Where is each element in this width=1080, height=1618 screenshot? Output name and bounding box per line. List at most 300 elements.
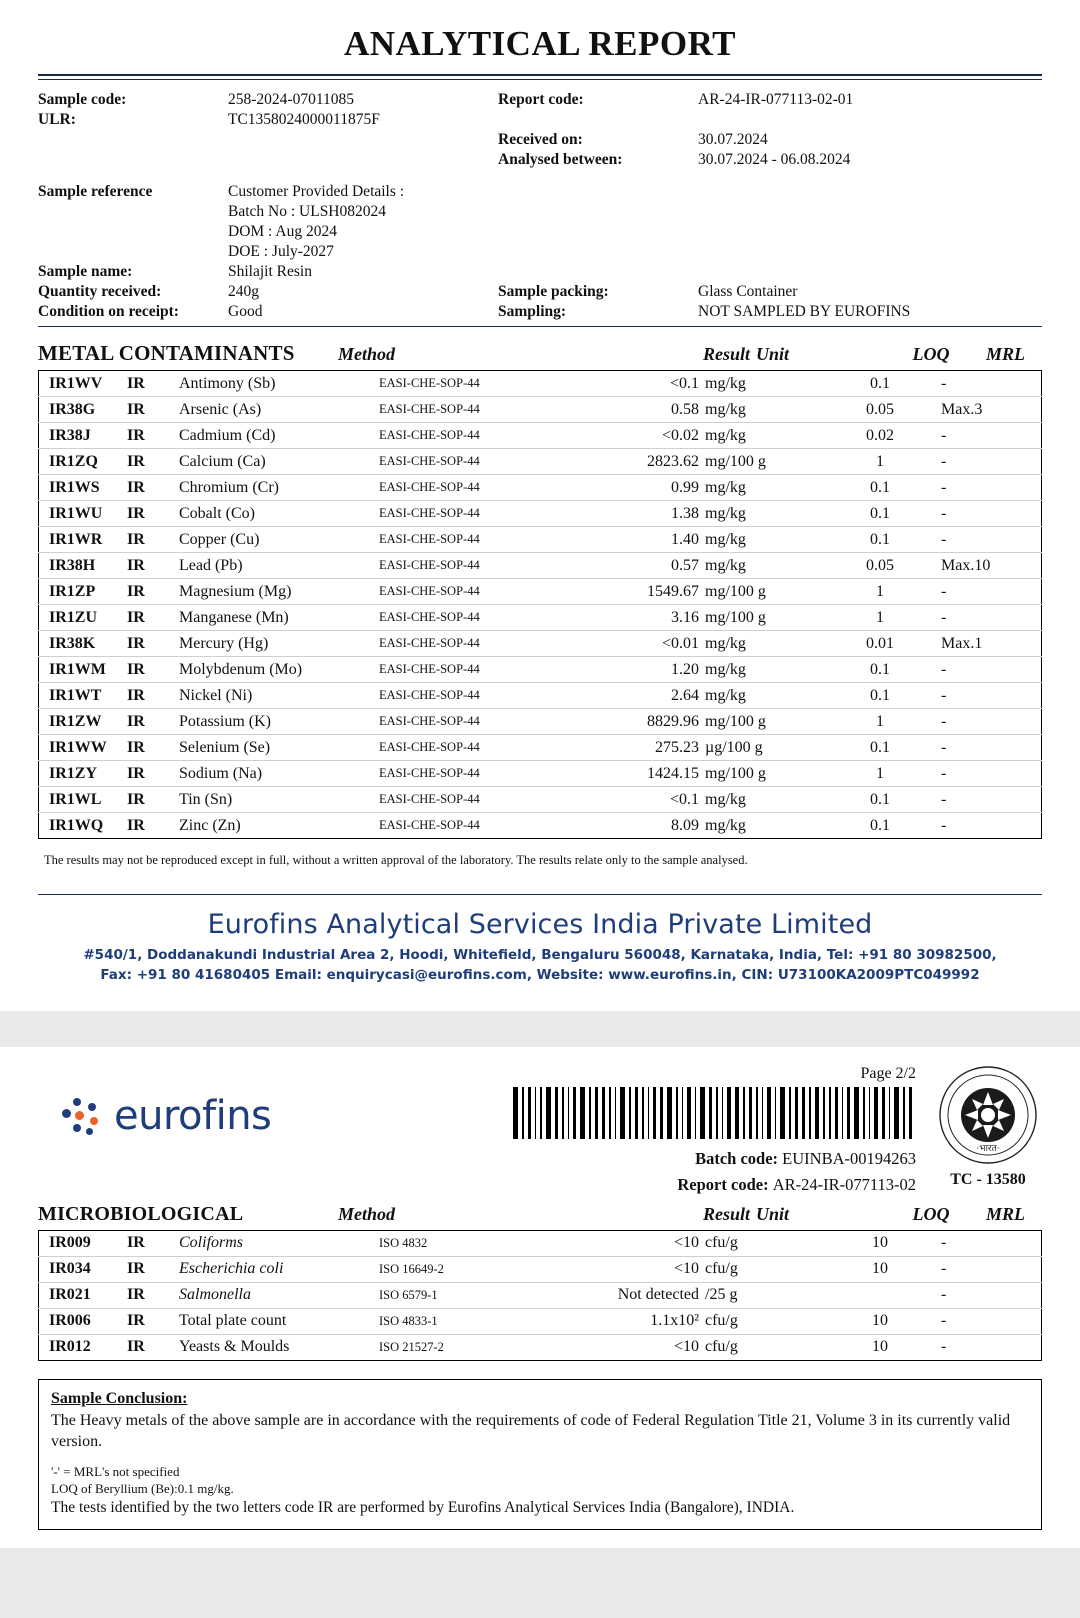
table-row — [39, 371, 1042, 397]
row-unit: mg/kg — [705, 553, 825, 579]
row-code: IR1WW — [39, 735, 128, 761]
row-code: IR1WQ — [49, 816, 104, 834]
sample-reference-line4: DOE : July-2027 — [228, 243, 334, 260]
row-code: IR034 — [39, 1256, 128, 1282]
received-on-value: 30.07.2024 — [698, 131, 768, 148]
metal-col-unit: Unit — [756, 344, 790, 364]
row-ir: IR — [127, 1256, 179, 1282]
row-result: <0.1 — [579, 787, 705, 813]
barcode — [513, 1087, 916, 1139]
row-result: 2.64 — [579, 683, 705, 709]
row-method: ISO 4832 — [379, 1230, 579, 1256]
row-mrl: - — [935, 527, 1042, 553]
row-method: EASI-CHE-SOP-44 — [379, 579, 579, 605]
spacer-cell — [38, 150, 228, 170]
note-mrl: '-' = MRL's not specified — [51, 1463, 180, 1479]
row-code: IR1WM — [39, 657, 128, 683]
row-ir: IR — [127, 735, 179, 761]
table-row — [39, 605, 1042, 631]
spacer-cell — [498, 262, 698, 282]
packing-label: Sample packing: — [498, 283, 609, 300]
row-ir: IR — [127, 1308, 179, 1334]
row-method: EASI-CHE-SOP-44 — [379, 371, 579, 397]
page2-report-code-label: Report code: — [677, 1175, 769, 1195]
row-result: <0.02 — [579, 423, 705, 449]
nabl-logo-icon — [938, 1065, 1038, 1165]
row-method: EASI-CHE-SOP-44 — [379, 709, 579, 735]
table-row — [39, 1334, 1042, 1360]
row-loq: 0.1 — [825, 735, 935, 761]
sample-reference-line3: DOM : Aug 2024 — [228, 223, 337, 240]
row-mrl: - — [935, 1308, 1042, 1334]
spacer-cell — [498, 222, 698, 242]
row-result: 275.23 — [579, 735, 705, 761]
spacer-cell — [498, 202, 698, 222]
row-analyte: Coliforms — [179, 1230, 379, 1256]
row-result: <10 — [673, 1338, 699, 1356]
row-code: IR021 — [39, 1282, 128, 1308]
ulr-label: ULR: — [38, 111, 76, 128]
row-mrl: Max.3 — [935, 397, 1042, 423]
row-mrl: - — [935, 449, 1042, 475]
sample-reference-label: Sample reference — [38, 183, 153, 200]
metal-section-header — [38, 341, 1042, 366]
micro-col-method: Method — [338, 1203, 396, 1224]
table-row — [39, 813, 1042, 839]
row-ir: IR — [127, 709, 179, 735]
row-loq: 0.1 — [825, 787, 935, 813]
row-code: IR012 — [49, 1338, 91, 1356]
metal-col-method: Method — [338, 344, 396, 364]
row-result: 1424.15 — [579, 761, 705, 787]
row-loq: 0.1 — [825, 657, 935, 683]
row-mrl: - — [935, 475, 1042, 501]
micro-col-unit: Unit — [756, 1203, 790, 1224]
eurofins-wordmark: eurofins — [114, 1093, 272, 1140]
row-result: 1549.67 — [579, 579, 705, 605]
page2-report-code-value: AR-24-IR-077113-02 — [772, 1175, 916, 1195]
row-ir: IR — [127, 605, 179, 631]
row-code: IR1ZY — [39, 761, 128, 787]
row-method: EASI-CHE-SOP-44 — [379, 657, 579, 683]
eurofins-logo — [62, 1093, 271, 1139]
row-loq: 0.1 — [825, 527, 935, 553]
row-code: IR38J — [39, 423, 128, 449]
row-analyte: Molybdenum (Mo) — [179, 657, 379, 683]
table-row — [39, 787, 1042, 813]
row-method: EASI-CHE-SOP-44 — [379, 683, 579, 709]
row-unit: cfu/g — [705, 1338, 738, 1356]
row-code: IR1ZP — [39, 579, 128, 605]
micro-col-loq: LOQ — [912, 1203, 950, 1224]
row-mrl: - — [935, 683, 1042, 709]
received-on-label: Received on: — [498, 131, 583, 148]
micro-col-mrl: MRL — [986, 1203, 1026, 1224]
row-loq: 0.1 — [825, 371, 935, 397]
nabl-seal — [934, 1065, 1042, 1189]
row-method: EASI-CHE-SOP-44 — [379, 397, 579, 423]
row-code: IR1ZQ — [39, 449, 128, 475]
table-row — [39, 527, 1042, 553]
metal-section-title: METAL CONTAMINANTS — [38, 341, 295, 365]
row-method: EASI-CHE-SOP-44 — [379, 787, 579, 813]
spacer-cell — [228, 130, 498, 150]
row-code: IR1ZW — [39, 709, 128, 735]
row-unit: mg/kg — [705, 397, 825, 423]
row-unit: cfu/g — [705, 1256, 825, 1282]
row-unit: mg/100 g — [705, 605, 825, 631]
row-code: IR006 — [39, 1308, 128, 1334]
row-unit: mg/kg — [705, 475, 825, 501]
row-analyte: Sodium (Na) — [179, 761, 379, 787]
row-unit: mg/kg — [705, 371, 825, 397]
row-loq: 1 — [825, 605, 935, 631]
row-unit: cfu/g — [705, 1230, 825, 1256]
sample-reference-line2: Batch No : ULSH082024 — [228, 203, 387, 220]
table-row — [39, 631, 1042, 657]
row-result: Not detected — [579, 1282, 705, 1308]
spacer-cell — [228, 150, 498, 170]
row-unit: mg/100 g — [705, 761, 825, 787]
row-method: EASI-CHE-SOP-44 — [379, 475, 579, 501]
results-disclaimer: The results may not be reproduced except in full, without a written approval of the laboratory. The results relate only to the sample analysed. — [44, 853, 748, 867]
row-result: 1.40 — [579, 527, 705, 553]
row-loq: 0.02 — [825, 423, 935, 449]
row-result: <0.01 — [579, 631, 705, 657]
row-code: IR1WR — [39, 527, 128, 553]
row-ir: IR — [127, 1230, 179, 1256]
footer-address-line-1: #540/1, Doddanakundi Industrial Area 2, Hoodi, Whitefield, Bengaluru 560048, Karnataka, India, Tel: +91 80 30982500, — [83, 947, 997, 963]
row-analyte: Escherichia coli — [179, 1256, 379, 1282]
row-method: EASI-CHE-SOP-44 — [379, 605, 579, 631]
row-ir: IR — [127, 527, 179, 553]
row-analyte: Chromium (Cr) — [179, 475, 379, 501]
report-code-label: Report code: — [498, 91, 584, 108]
page-footer — [38, 894, 1042, 985]
row-analyte: Arsenic (As) — [179, 397, 379, 423]
row-unit: µg/100 g — [705, 735, 825, 761]
row-mrl: - — [935, 579, 1042, 605]
row-analyte: Copper (Cu) — [179, 527, 379, 553]
table-row — [39, 1282, 1042, 1308]
row-loq: 10 — [825, 1308, 935, 1334]
row-loq: 10 — [872, 1338, 888, 1356]
packing-value: Glass Container — [698, 283, 798, 300]
row-unit: mg/kg — [705, 657, 825, 683]
row-method: EASI-CHE-SOP-44 — [379, 423, 579, 449]
spacer-cell — [498, 182, 698, 202]
row-method: EASI-CHE-SOP-44 — [379, 818, 480, 832]
row-ir: IR — [127, 657, 179, 683]
row-analyte: Zinc (Zn) — [179, 816, 241, 834]
sample-code-label: Sample code: — [38, 91, 127, 108]
table-row — [39, 657, 1042, 683]
sample-name-label: Sample name: — [38, 263, 133, 280]
row-unit: mg/100 g — [705, 449, 825, 475]
row-loq: 1 — [825, 579, 935, 605]
row-analyte: Mercury (Hg) — [179, 631, 379, 657]
row-result: 1.38 — [579, 501, 705, 527]
spacer-row — [38, 170, 1042, 182]
row-result: 0.99 — [579, 475, 705, 501]
row-method: EASI-CHE-SOP-44 — [379, 735, 579, 761]
row-code: IR1ZU — [39, 605, 128, 631]
report-code-value: AR-24-IR-077113-02-01 — [698, 91, 854, 108]
row-method: EASI-CHE-SOP-44 — [379, 501, 579, 527]
row-ir: IR — [127, 475, 179, 501]
row-analyte: Magnesium (Mg) — [179, 579, 379, 605]
row-analyte: Manganese (Mn) — [179, 605, 379, 631]
row-loq: 0.1 — [825, 683, 935, 709]
row-result: <10 — [579, 1256, 705, 1282]
row-unit: mg/kg — [705, 423, 825, 449]
page-title: ANALYTICAL REPORT — [343, 24, 737, 63]
row-method: EASI-CHE-SOP-44 — [379, 527, 579, 553]
title-divider — [38, 74, 1042, 80]
note-ir-tests: The tests identified by the two letters code IR are performed by Eurofins Analytical Services India (Bangalore), INDIA. — [51, 1498, 795, 1516]
row-loq — [825, 1282, 935, 1308]
sample-conclusion-box — [38, 1379, 1042, 1530]
page-number: Page 2/2 — [860, 1065, 916, 1083]
spacer-cell — [498, 242, 698, 262]
row-method: ISO 21527-2 — [379, 1339, 444, 1354]
condition-value: Good — [228, 303, 263, 320]
metal-col-result: Result — [702, 344, 750, 364]
quantity-label: Quantity received: — [38, 283, 162, 300]
row-ir: IR — [127, 423, 179, 449]
conclusion-title: Sample Conclusion: — [51, 1389, 188, 1407]
row-mrl: Max.1 — [935, 631, 1042, 657]
row-analyte: Cobalt (Co) — [179, 501, 379, 527]
row-unit: mg/kg — [705, 631, 825, 657]
note-loq-beryllium: LOQ of Beryllium (Be):0.1 mg/kg. — [51, 1481, 234, 1497]
row-method: EASI-CHE-SOP-44 — [379, 449, 579, 475]
micro-col-result: Result — [702, 1203, 750, 1224]
spacer-cell — [698, 222, 1042, 242]
row-code: IR38H — [39, 553, 128, 579]
row-loq: 0.05 — [825, 553, 935, 579]
table-row — [39, 449, 1042, 475]
table-row — [39, 397, 1042, 423]
row-ir: IR — [127, 1338, 145, 1356]
row-unit: mg/kg — [705, 527, 825, 553]
row-mrl: - — [935, 1256, 1042, 1282]
metal-col-loq: LOQ — [912, 344, 950, 364]
row-ir: IR — [127, 397, 179, 423]
row-ir: IR — [127, 1282, 179, 1308]
row-method: ISO 4833-1 — [379, 1308, 579, 1334]
row-method: ISO 16649-2 — [379, 1256, 579, 1282]
table-row — [39, 709, 1042, 735]
row-loq: 10 — [825, 1256, 935, 1282]
report-page-2 — [0, 1047, 1080, 1548]
row-ir: IR — [127, 501, 179, 527]
row-unit: mg/kg — [705, 501, 825, 527]
row-ir: IR — [127, 787, 179, 813]
row-ir: IR — [127, 631, 179, 657]
row-method: ISO 6579-1 — [379, 1282, 579, 1308]
row-analyte: Tin (Sn) — [179, 787, 379, 813]
row-loq: 0.05 — [825, 397, 935, 423]
page2-header — [38, 1065, 1042, 1197]
row-ir: IR — [127, 816, 145, 834]
sample-name-value: Shilajit Resin — [228, 263, 312, 280]
row-analyte: Antimony (Sb) — [179, 371, 379, 397]
row-analyte: Yeasts & Moulds — [179, 1338, 290, 1356]
row-mrl: - — [935, 501, 1042, 527]
table-row — [39, 1256, 1042, 1282]
row-analyte: Potassium (K) — [179, 709, 379, 735]
micro-section-header — [38, 1203, 1042, 1226]
table-row — [39, 501, 1042, 527]
row-mrl: Max.10 — [935, 553, 1042, 579]
row-loq: 1 — [825, 761, 935, 787]
row-code: IR1WT — [39, 683, 128, 709]
row-mrl: - — [935, 657, 1042, 683]
row-unit: mg/kg — [705, 816, 746, 834]
row-ir: IR — [127, 449, 179, 475]
sample-code-value: 258-2024-07011085 — [228, 91, 354, 108]
row-method: EASI-CHE-SOP-44 — [379, 631, 579, 657]
row-mrl: - — [935, 1282, 1042, 1308]
tc-number: TC - 13580 — [950, 1171, 1026, 1189]
row-mrl: - — [941, 816, 947, 834]
row-code: IR1WS — [39, 475, 128, 501]
row-unit: cfu/g — [705, 1308, 825, 1334]
row-analyte: Salmonella — [179, 1282, 379, 1308]
row-mrl: - — [935, 709, 1042, 735]
table-row — [39, 761, 1042, 787]
row-result: <0.1 — [579, 371, 705, 397]
condition-label: Condition on receipt: — [38, 303, 179, 320]
table-row — [39, 553, 1042, 579]
row-result: 8.09 — [671, 816, 699, 834]
spacer-cell — [38, 202, 228, 222]
table-row — [39, 1230, 1042, 1256]
page2-codes-block — [513, 1065, 916, 1197]
spacer-cell — [38, 130, 228, 150]
row-unit: /25 g — [705, 1282, 825, 1308]
row-mrl: - — [941, 1338, 947, 1356]
table-row — [39, 683, 1042, 709]
row-loq: 0.1 — [825, 475, 935, 501]
row-unit: mg/kg — [705, 787, 825, 813]
row-method: EASI-CHE-SOP-44 — [379, 761, 579, 787]
analysed-between-value: 30.07.2024 - 06.08.2024 — [698, 151, 851, 168]
row-analyte: Selenium (Se) — [179, 735, 379, 761]
row-result: 0.58 — [579, 397, 705, 423]
row-code: IR1WU — [39, 501, 128, 527]
sample-reference-line1: Customer Provided Details : — [228, 183, 405, 200]
page-separator — [0, 1011, 1080, 1029]
row-ir: IR — [127, 683, 179, 709]
svg-text:·भारत·: ·भारत· — [976, 1144, 1000, 1155]
row-unit: mg/100 g — [705, 709, 825, 735]
row-result: <10 — [579, 1230, 705, 1256]
spacer-cell — [698, 262, 1042, 282]
sampling-label: Sampling: — [498, 303, 567, 320]
quantity-value: 240g — [228, 283, 259, 300]
row-mrl: - — [935, 1230, 1042, 1256]
metal-col-mrl: MRL — [986, 344, 1026, 364]
spacer-cell — [698, 110, 1042, 130]
analysed-between-label: Analysed between: — [498, 151, 623, 168]
row-analyte: Calcium (Ca) — [179, 449, 379, 475]
row-mrl: - — [935, 787, 1042, 813]
row-analyte: Total plate count — [179, 1308, 379, 1334]
row-mrl: - — [935, 423, 1042, 449]
spacer-cell — [38, 222, 228, 242]
row-result: 8829.96 — [579, 709, 705, 735]
table-row — [39, 475, 1042, 501]
spacer-cell — [498, 110, 698, 130]
row-code: IR38G — [39, 397, 128, 423]
row-result: 1.1x10² — [579, 1308, 705, 1334]
details-divider — [38, 326, 1042, 327]
batch-code-row — [513, 1147, 916, 1171]
ulr-value: TC1358024000011875F — [228, 111, 380, 128]
row-code: IR38K — [39, 631, 128, 657]
row-mrl: - — [935, 735, 1042, 761]
row-mrl: - — [935, 371, 1042, 397]
row-method: EASI-CHE-SOP-44 — [379, 553, 579, 579]
row-code: IR009 — [39, 1230, 128, 1256]
conclusion-notes — [51, 1463, 1029, 1519]
batch-code-value: EUINBA-00194263 — [782, 1149, 916, 1169]
table-row — [39, 1308, 1042, 1334]
conclusion-text: The Heavy metals of the above sample are in accordance with the requirements of code of Federal Regulation Title 21, Volume 3 in its currently valid version. — [51, 1411, 1011, 1451]
row-loq: 10 — [825, 1230, 935, 1256]
row-ir: IR — [127, 761, 179, 787]
footer-company-name: Eurofins Analytical Services India Private Limited — [207, 909, 873, 940]
row-loq: 0.1 — [825, 501, 935, 527]
row-ir: IR — [127, 371, 179, 397]
row-code: IR1WL — [39, 787, 128, 813]
row-analyte: Cadmium (Cd) — [179, 423, 379, 449]
row-result: 3.16 — [579, 605, 705, 631]
row-unit: mg/kg — [705, 683, 825, 709]
row-loq: 1 — [825, 449, 935, 475]
table-row — [39, 423, 1042, 449]
row-loq: 0.1 — [870, 816, 890, 834]
footer-address-line-2: Fax: +91 80 41680405 Email: enquirycasi@eurofins.com, Website: www.eurofins.in, CIN: U73100KA2009PTC049992 — [100, 966, 980, 983]
row-result: 1.20 — [579, 657, 705, 683]
row-mrl: - — [935, 761, 1042, 787]
spacer-cell — [698, 202, 1042, 222]
row-loq: 1 — [825, 709, 935, 735]
micro-section-title: MICROBIOLOGICAL — [38, 1202, 244, 1225]
sampling-value: NOT SAMPLED BY EUROFINS — [698, 303, 911, 320]
row-result: 2823.62 — [579, 449, 705, 475]
report-code-row — [513, 1173, 916, 1197]
row-unit: mg/100 g — [705, 579, 825, 605]
batch-code-label: Batch code: — [695, 1149, 779, 1169]
table-row — [39, 735, 1042, 761]
row-ir: IR — [127, 553, 179, 579]
row-analyte: Lead (Pb) — [179, 553, 379, 579]
row-analyte: Nickel (Ni) — [179, 683, 379, 709]
row-ir: IR — [127, 579, 179, 605]
table-row — [39, 579, 1042, 605]
spacer-cell — [38, 242, 228, 262]
spacer-cell — [698, 242, 1042, 262]
metal-results-table — [38, 370, 1042, 839]
spacer-cell — [698, 182, 1042, 202]
micro-results-table — [38, 1230, 1042, 1361]
row-loq: 0.01 — [825, 631, 935, 657]
row-result: 0.57 — [579, 553, 705, 579]
row-mrl: - — [935, 605, 1042, 631]
